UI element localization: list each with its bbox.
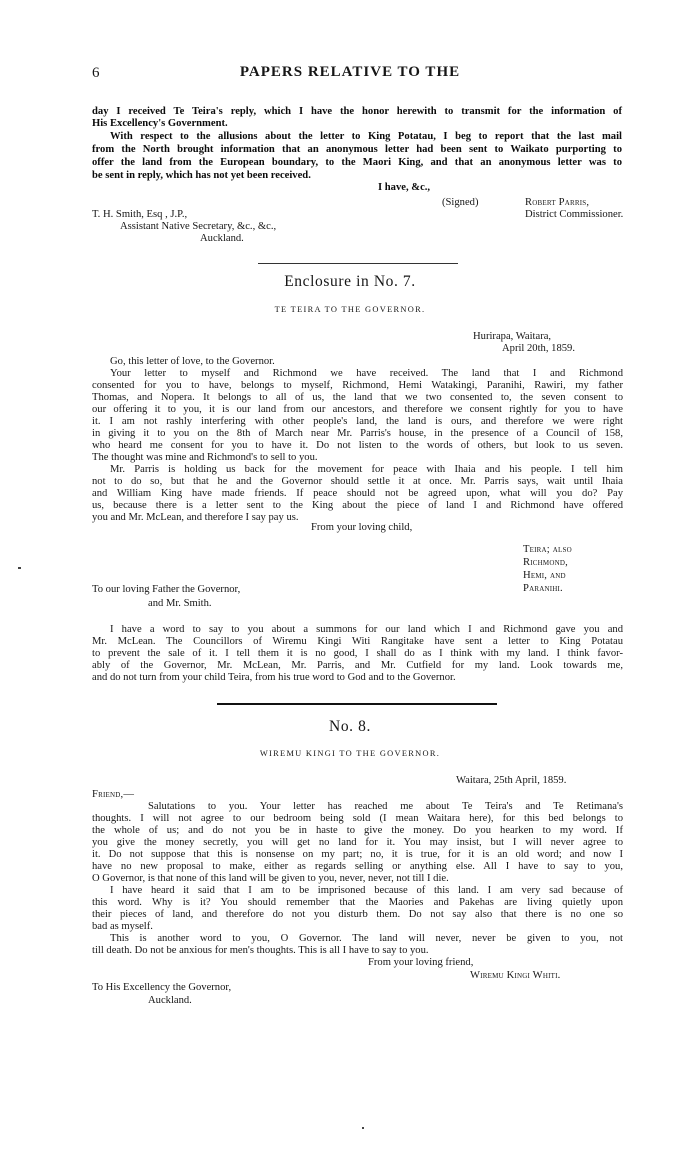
no8-line: thoughts. I will not agree to our bedroom being sold (I mean Waitara here), for this bed belongs to [92,813,623,824]
enclosure-line: The thought was mine and Richmond's to sell to you. [92,452,318,463]
enclosure-postscript-line: ably of the Governor, Mr. McLean, Mr. Parris, and Mr. Cutfield for my land. Look towards me, [92,660,623,671]
enclosure-addressee: and Mr. Smith. [148,598,212,609]
enclosure-signer: Richmond, [523,557,568,568]
letter6-line: day I received Te Teira's reply, which I have the honor herewith to transmit for the information of [92,106,622,117]
letter6-addressee: T. H. Smith, Esq , J.P., [92,209,188,220]
no8-line: this word. Why is it? You should remember that the Maories and Pakehas are living quietly upon [92,897,623,908]
letter6-signed: (Signed) [442,197,479,208]
no8-line: have no new proposal to make, either as regards selling or anything else. All I have to say to you, [92,861,623,872]
no8-line: you give the money secretly, you will get no land for it. You may insist, but I will never agree to [92,837,623,848]
no8-line: This is another word to you, O Governor. The land will never, never be given to you, not [110,933,623,944]
enclosure-line: Thomas, and Nopera. It belongs to all of us, the land that we two consented to, the seven consent to [92,392,623,403]
section-divider [258,263,458,264]
no8-place-date: Waitara, 25th April, 1859. [456,775,567,786]
ink-speck [362,1127,364,1129]
enclosure-line: us, because there is a letter sent to the King about the piece of land I and Richmond have offered [92,500,623,511]
enclosure-postscript-line: and do not turn from your child Teira, from his true word to God and to the Governor. [92,672,456,683]
enclosure-postscript-line: I have a word to say to you about a summons for our land which I and Richmond gave you and [110,624,623,635]
letter6-signer-title: District Commissioner. [525,209,624,220]
enclosure-line: Your letter to myself and Richmond we have received. The land that I and Richmond [110,368,623,379]
section-divider-thick [217,703,497,705]
letter6-line: With respect to the allusions about the letter to King Potatau, I beg to report that the last mail [110,131,622,142]
running-head: PAPERS RELATIVE TO THE [239,64,461,80]
letter6-line: be sent in reply, which has not yet been received. [92,170,311,181]
enclosure-line: not to do so, but that he and the Governor should settle it at once. Mr. Parris says, wait until Ihaia [92,476,623,487]
no8-line: it. Do not suppose that this is nonsense on my part; no, it is true, for it is an old word; and now I [92,849,623,860]
no8-subheading: WIREMU KINGI TO THE GOVERNOR. [259,749,441,758]
enclosure-line: and William King have made friends. If peace should not be agreed upon, what will you do? Pay [92,488,623,499]
no8-signer: Wiremu Kingi Whiti. [470,970,561,981]
enclosure-line: it. I am not rashly interfering with other people's land, the land is ours, and therefore we were right [92,416,623,427]
enclosure-line: Go, this letter of love, to the Governor. [110,356,275,367]
no8-heading: No. 8. [329,718,371,735]
letter6-addressee: Assistant Native Secretary, &c., &c., [120,221,277,232]
letter6-line: His Excellency's Government. [92,118,228,129]
no8-addressee: Auckland. [148,995,192,1006]
no8-line: till death. Do not be anxious for men's thoughts. This is all I have to say to you. [92,945,429,956]
enclosure-closing: From your loving child, [311,522,413,533]
letter6-closing: I have, &c., [378,182,431,193]
no8-line: O Governor, is that none of this land will be given to you, never, never, not till I die. [92,873,449,884]
enclosure-subheading: TE TEIRA TO THE GOVERNOR. [274,305,426,314]
letter6-addressee: Auckland. [200,233,244,244]
enclosure-line: in giving it to you on the 8th of March near Mr. Parris's house, in the presence of a Council of 158, [92,428,623,439]
enclosure-signer: Paranihi. [523,583,563,594]
enclosure-signer: Hemi, and [523,570,566,581]
enclosure-addressee: To our loving Father the Governor, [92,584,241,595]
enclosure-postscript-line: to prevent the sale of it. I tell them it is no good, I shall do as I think with my land. I think favor- [92,648,623,659]
enclosure-signer: Teira; also [523,544,572,555]
enclosure-line: who heard me consent for you to have it. Do not listen to the words of others, but look to us seven. [92,440,623,451]
enclosure-line: consented for you to have, belongs to myself, Richmond, Hemi Watakingi, Paranihi, Rawiri, my father [92,380,623,391]
enclosure-line: our offering it to you, it is our land from our ancestors, and therefore we consent rightly for you to have [92,404,623,415]
letter6-signer: Robert Parris, [525,197,590,208]
no8-line: I have heard it said that I am to be imprisoned because of this land. I am very sad because of [110,885,623,896]
enclosure-line: Mr. Parris is holding us back for the movement for peace with Ihaia and his people. I tell him [110,464,623,475]
letter6-line: offer the land from the European boundary, to the Maori King, and that an anonymous letter was to [92,157,622,168]
enclosure-place: Hurirapa, Waitara, [473,331,552,342]
page-number: 6 [92,65,100,81]
no8-closing: From your loving friend, [368,957,474,968]
no8-line: bad as myself. [92,921,153,932]
no8-line: their pieces of land, and therefore do not you disturb them. Do not say also that there is no one so [92,909,623,920]
enclosure-heading: Enclosure in No. 7. [284,273,416,290]
letter6-line: from the North brought information that an anonymous letter had been sent to Waikato purporting to [92,144,622,155]
margin-mark [18,567,21,569]
enclosure-postscript-line: Mr. McLean. The Councillors of Wiremu Kingi Witi Rangitake have sent a letter to King Potatau [92,636,623,647]
no8-line: the whole of us; and do not you be in haste to give the money. Do you hearken to my word. If [92,825,623,836]
enclosure-date: April 20th, 1859. [502,343,575,354]
no8-salutation: Friend,— [92,789,135,800]
no8-line: Salutations to you. Your letter has reached me about Te Teira's and Te Retimana's [148,801,623,812]
enclosure-line: you and Mr. McLean, and therefore I say pay us. [92,512,299,523]
no8-addressee: To His Excellency the Governor, [92,982,232,993]
